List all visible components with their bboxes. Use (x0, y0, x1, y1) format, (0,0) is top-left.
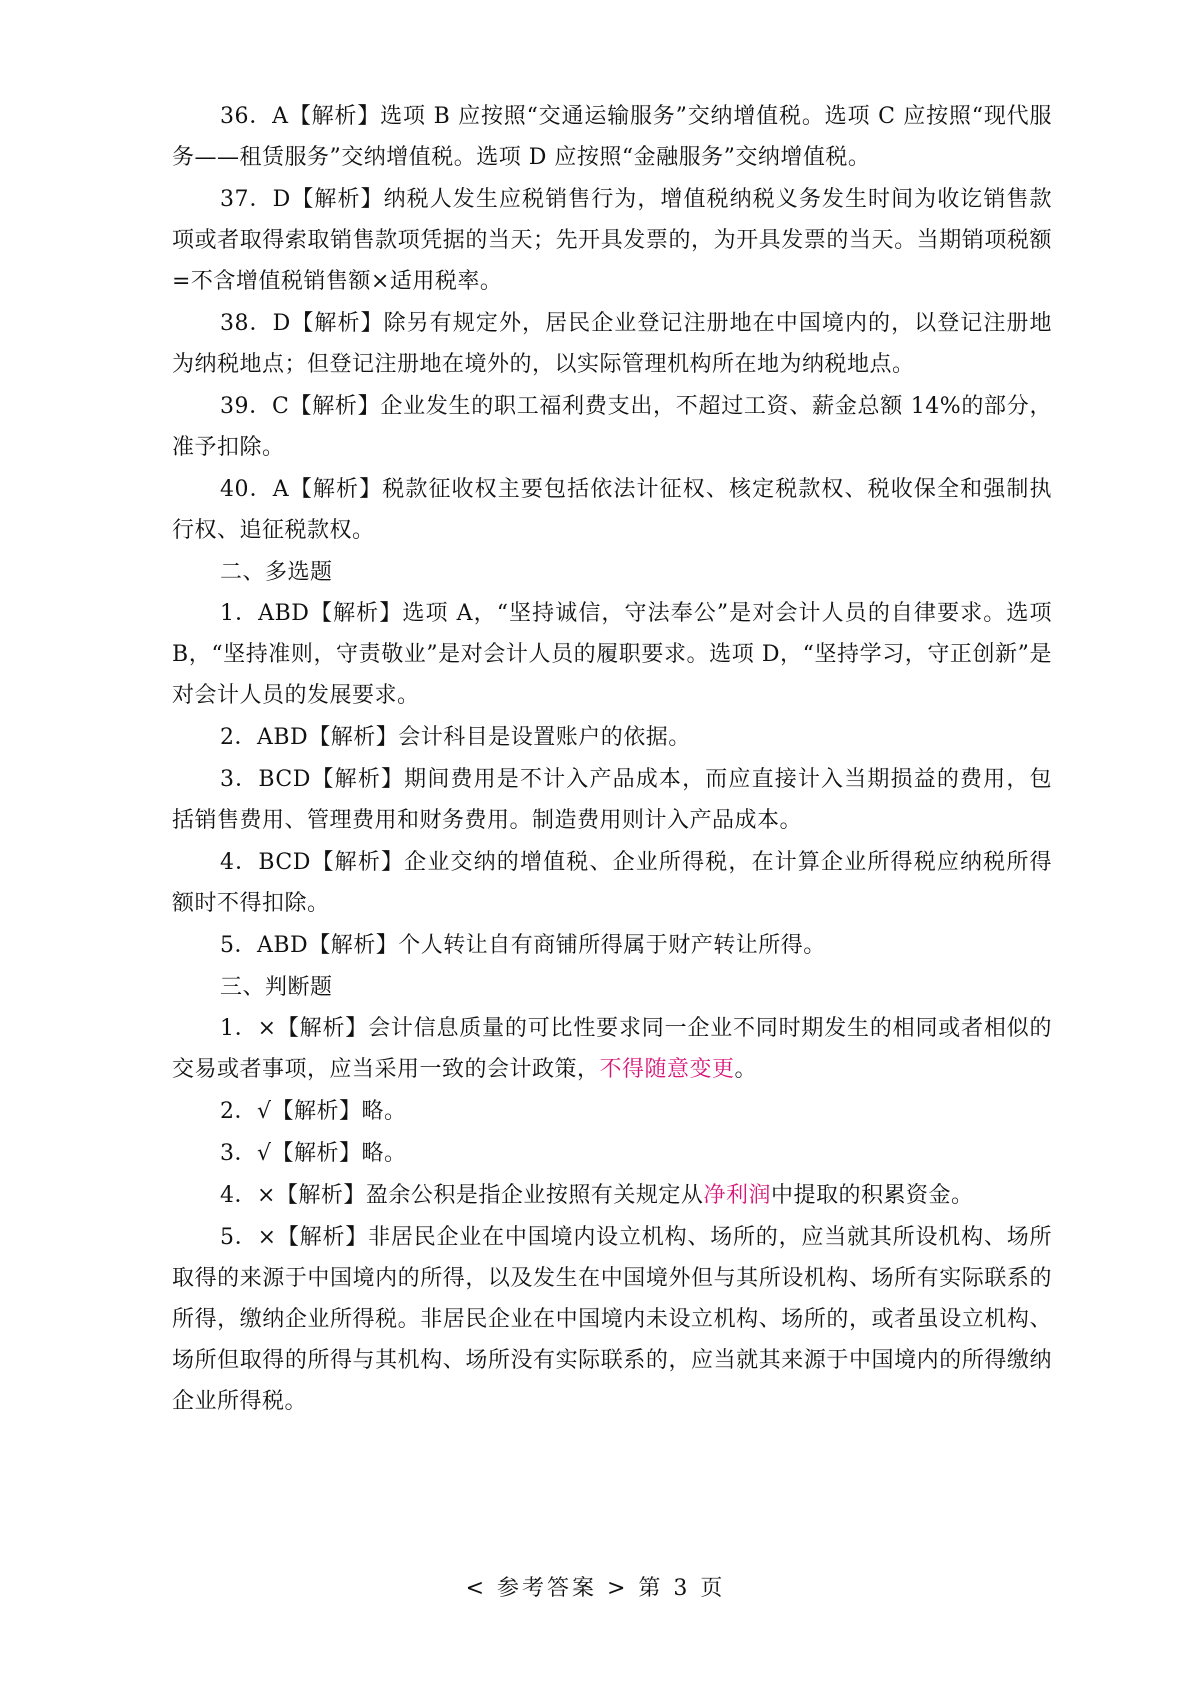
document-body (172, 96, 1052, 1423)
paragraph-text: 三、判断题 (220, 975, 333, 1000)
paragraph-text: 二、多选题 (220, 560, 333, 585)
answer-paragraph (172, 1091, 1052, 1132)
answer-paragraph (172, 1217, 1052, 1422)
paragraph-text: 38．D【解析】除另有规定外，居民企业登记注册地在中国境内的，以登记注册地为纳税地点；但登记注册地在境外的，以实际管理机构所在地为纳税地点。 (172, 311, 1052, 377)
paragraph-text: 39．C【解析】企业发生的职工福利费支出，不超过工资、薪金总额 14%的部分，准予扣除。 (172, 394, 1052, 460)
answer-paragraph (172, 469, 1052, 551)
paragraph-text: 5．×【解析】非居民企业在中国境内设立机构、场所的，应当就其所设机构、场所取得的来源于中国境内的所得，以及发生在中国境外但与其所设机构、场所有实际联系的所得，缴纳企业所得税。非居民企业在中国境内未设立机构、场所的，或者虽设立机构、场所但取得的所得与其机构、场所没有实际联系的，应当就其来源于中国境内的所得缴纳企业所得税。 (172, 1225, 1052, 1414)
highlighted-text: 不得随意变更 (599, 1057, 735, 1082)
answer-paragraph (172, 96, 1052, 178)
answer-paragraph (172, 925, 1052, 966)
highlighted-text: 净利润 (703, 1183, 771, 1208)
answer-paragraph (172, 717, 1052, 758)
page-footer: < 参考答案 > 第 3 页 (465, 1576, 726, 1601)
answer-paragraph (172, 303, 1052, 385)
paragraph-text: 37．D【解析】纳税人发生应税销售行为，增值税纳税义务发生时间为收讫销售款项或者取得索取销售款项凭据的当天；先开具发票的，为开具发票的当天。当期销项税额=不含增值税销售额×适用税率。 (172, 187, 1052, 294)
section-heading (172, 552, 1052, 593)
paragraph-text: 4．×【解析】盈余公积是指企业按照有关规定从 (220, 1183, 704, 1208)
paragraph-text: 中提取的积累资金。 (770, 1183, 974, 1208)
paragraph-text: 36．A【解析】选项 B 应按照“交通运输服务”交纳增值税。选项 C 应按照“现代服务——租赁服务”交纳增值税。选项 D 应按照“金融服务”交纳增值税。 (172, 104, 1052, 170)
paragraph-text: 5．ABD【解析】个人转让自有商铺所得属于财产转让所得。 (220, 933, 826, 958)
paragraph-text: 1．×【解析】会计信息质量的可比性要求同一企业不同时期发生的相同或者相似的交易或者事项，应当采用一致的会计政策， (172, 1016, 1052, 1082)
paragraph-text: 3．BCD【解析】期间费用是不计入产品成本，而应直接计入当期损益的费用，包括销售费用、管理费用和财务费用。制造费用则计入产品成本。 (172, 767, 1052, 833)
answer-paragraph (172, 1175, 1052, 1216)
answer-paragraph (172, 1008, 1052, 1090)
answer-paragraph (172, 759, 1052, 841)
answer-paragraph (172, 386, 1052, 468)
answer-paragraph (172, 842, 1052, 924)
answer-paragraph (172, 593, 1052, 716)
paragraph-text: 40．A【解析】税款征收权主要包括依法计征权、核定税款权、税收保全和强制执行权、追征税款权。 (172, 477, 1052, 543)
paragraph-text: 2．√【解析】略。 (220, 1099, 407, 1124)
paragraph-text: 3．√【解析】略。 (220, 1141, 407, 1166)
paragraph-text: 4．BCD【解析】企业交纳的增值税、企业所得税，在计算企业所得税应纳税所得额时不得扣除。 (172, 850, 1052, 916)
section-heading (172, 967, 1052, 1008)
paragraph-text: 1．ABD【解析】选项 A，“坚持诚信，守法奉公”是对会计人员的自律要求。选项 B，“坚持准则，守责敬业”是对会计人员的履职要求。选项 D，“坚持学习，守正创新”是对会计人员的发展要求。 (172, 601, 1052, 708)
answer-paragraph (172, 1133, 1052, 1174)
paragraph-text: 2．ABD【解析】会计科目是设置账户的依据。 (220, 725, 691, 750)
answer-paragraph (172, 179, 1052, 302)
paragraph-text: 。 (734, 1057, 758, 1082)
